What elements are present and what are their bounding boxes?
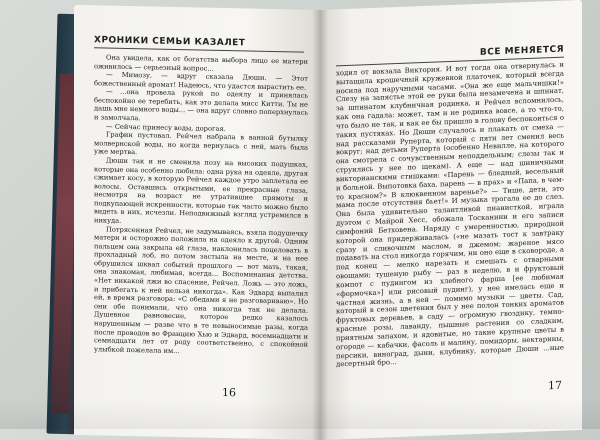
right-running-head: ВСЕ МЕНЯЕТСЯ bbox=[336, 45, 564, 67]
paragraph: Потрясенная Рейчел, не задумываясь, взяла подушечку матери и осторожно положила на одеяло к другой. Одним пальцем она закрыла ей глаза, наклонилась поцеловать в прохладный лоб, но потом застыла на месте, и на нее обрушился шквал событий прошлого — вот мать, такая, она знакомая, любимая, всегда... Воспоминания детства. «Нет никакой лжи во спасение, Рейчел. Ложь — это ложь, и прибегать к ней нельзя никогда». Как Эдвард выпалил ей, в время разговора: «С обедами я не разговариваю». Но они обе понимали, что она никогда так не делала. Душевное равновесие, которое редко казалось нарушенным — разве что в те невыносимые разы, когда после проводов во Францию Хью и Эдвард, восемнадцати и семнадцати лет от роду соответственно, с спокойной улыбкой пожелала им... bbox=[94, 225, 308, 355]
right-page-number: 17 bbox=[548, 378, 562, 393]
paragraph: ходил от вокзала Виктория. И вот тогда она отвернулась и вытащила крошечный кружевной платочек, который всегда носила под наручными часами. «Она же еще мальчишки!» Слезу на запястье этой ее руки была незамечена и шпинат, за шпинатом клубничная родинка, и Рейчел вспомнилось, как она гадала: может, там и не родинка вовсе, а то что-то, что было не так, и как ее бы пришло в голову беспокоиться о таких пустяках. Но Дюши случалось и плакать от смеха — над рассказами Руперта, который с пяти лет сменил весь вокруг; над детьми Руперта (особенно Невилле, на которого она смотрела с сочувственным неподдельным; слезы так и струились у нее по щекам). А еще — над шиничными викторианскими стишками: «Парень — бледный, весельный и больной. Выпотовка баха, парень — в прах» и «Папа, в чем-то красном?» В клюквенном варенье?» — Тише, дети, это мама после отсутствия бьет!» И музыка трогала ее до слез. Она была удивительно талантливой пианисткой, играла дуэтом с Майрой Хесс, обожала Тосканини и его записи симфоний Бетховена. Наряду с умеренностью, природной которой она придерживалась («не мазать тост к завтраку сразу и сливочным маслом, и джемом; жареное мясо подавать на стол никогда горячим, ни оно еще в сковороде, а под конец — мелко нарезать и смешать с отварными овощами; тушеную рыбу — раз в неделю, в и фруктовый компот с пудингом из хлебного фарша [ее любимая «формочка»] или рисовый пудинг), у нее имелась еще и частная жизнь, а в ней — помимо музыки — цветы. Сад, который в сезон цветения был у нее полон тонких ароматов фруктовых деревьев, в саду — огромную гвоздику, темно-красные розы, лаванду, пышные растения со сладким, приятным запахом, и ядовитые, но такие крупные цветы в огороде — кабачки, фасоль и малину, помидоры, нектарины, персики, виноград, дыни, клубнику, которые Дюши ...ные десертный бро... bbox=[336, 60, 564, 369]
left-page-number: 16 bbox=[222, 385, 236, 400]
left-page bbox=[74, 5, 320, 440]
table-shadow bbox=[0, 399, 600, 429]
paragraph: Дюши так и не сменила позу на высоких подушках, которые она особенно любила: одна рука на одеяле, другая сжимает косу, в которую Рейчел каждое утро заплетала ее волосы. Оставшись открытыми, ее прекрасные глаза, несмотря на возраст не утратившие прямоты и подкупающей искренности, которые так часто можно было видеть в них, исчезли. Неподвижный взгляд устремился в никуда. bbox=[94, 156, 308, 225]
right-page-body bbox=[336, 61, 564, 370]
paragraph: — Сейчас принесу воды, дорогая. bbox=[106, 122, 226, 133]
paragraph: Графин пустовал. Рейчел набрала в ванной бутылку молвернской воды, но когда вернулась с ней, мать была уже мертва. bbox=[94, 130, 308, 157]
left-page-body bbox=[94, 53, 308, 358]
left-running-head: ХРОНИКИ СЕМЬИ КАЗАЛЕТ bbox=[94, 35, 304, 52]
open-book bbox=[62, 10, 582, 440]
paragraph: — ...она провела рукой по одеялу и принялась беспокойно ее теребить, как это делала мисс Китти. Ты не дашь мне немного воды... — она вдруг словно поперхнулась и замолчала. bbox=[94, 87, 308, 123]
paragraph: — Мимозу, — вдруг сказала Дюши. — Этот божественный аромат! Надеюсь, что удастся вырастить ее. bbox=[94, 70, 308, 92]
right-page bbox=[320, 0, 582, 440]
paragraph: Она увидела, как от богатства выбора лицо ее матери оживилось — серьезный вопрос... bbox=[94, 53, 308, 73]
